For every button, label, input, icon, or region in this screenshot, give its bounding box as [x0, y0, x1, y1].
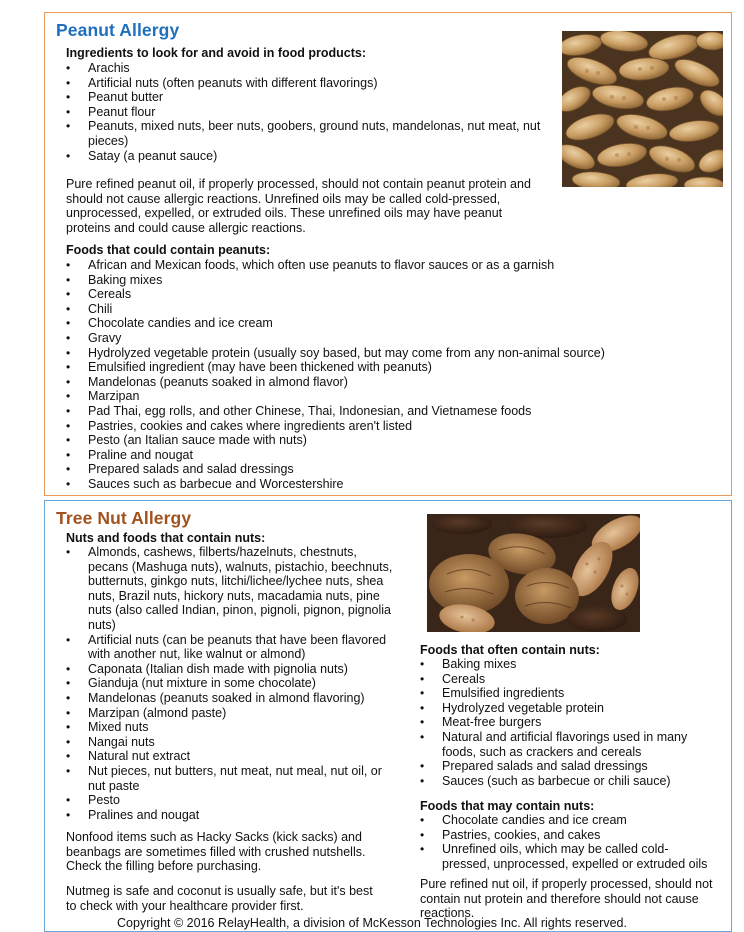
peanut-ingredients-heading: Ingredients to look for and avoid in food products: [66, 46, 366, 60]
tree-nuts-heading: Nuts and foods that contain nuts: [66, 531, 266, 545]
peanuts-photo [562, 31, 723, 187]
tree-oil-paragraph: Pure refined nut oil, if properly processed, should not contain nut protein and therefore should not cause reactions. [420, 877, 713, 921]
list-item: • Pastries, cookies, and cakes [420, 828, 716, 843]
list-item: • Marzipan [66, 389, 706, 404]
list-item: • Mixed nuts [66, 720, 394, 735]
tree-nutmeg-paragraph: Nutmeg is safe and coconut is usually safe, but it's best to check with your healthcare provider first. [66, 884, 373, 913]
tree-nuts-photo [427, 514, 640, 632]
list-item: • Hydrolyzed vegetable protein [420, 701, 716, 716]
list-item: • Gravy [66, 331, 706, 346]
list-item: • Emulsified ingredient (may have been thickened with peanuts) [66, 360, 706, 375]
copyright-footer: Copyright © 2016 RelayHealth, a division of McKesson Technologies Inc. All rights reserved. [117, 916, 627, 930]
list-item: • Prepared salads and salad dressings [420, 759, 716, 774]
list-item: • Emulsified ingredients [420, 686, 716, 701]
list-item: • Marzipan (almond paste) [66, 706, 394, 721]
peanut-foods-list [66, 258, 706, 492]
list-item: • Artificial nuts (can be peanuts that have been flavored with another nut, like walnut or almond) [66, 633, 394, 662]
tree-often-heading: Foods that often contain nuts: [420, 643, 600, 657]
list-item: • Baking mixes [66, 273, 706, 288]
list-item: • Cereals [66, 287, 706, 302]
peanut-allergy-section [44, 12, 732, 496]
list-item: • Artificial nuts (often peanuts with different flavorings) [66, 76, 546, 91]
list-item: • Caponata (Italian dish made with pignolia nuts) [66, 662, 394, 677]
peanut-section-title: Peanut Allergy [56, 20, 180, 40]
list-item: • Natural nut extract [66, 749, 394, 764]
list-item: • Mandelonas (peanuts soaked in almond flavoring) [66, 691, 394, 706]
list-item: • Meat-free burgers [420, 715, 716, 730]
list-item: • Satay (a peanut sauce) [66, 149, 546, 164]
list-item: • Pad Thai, egg rolls, and other Chinese, Thai, Indonesian, and Vietnamese foods [66, 404, 706, 419]
list-item: • Peanut butter [66, 90, 546, 105]
list-item: • Prepared salads and salad dressings [66, 462, 706, 477]
list-item: • Chocolate candies and ice cream [66, 316, 706, 331]
peanut-ingredients-list [66, 61, 546, 163]
list-item: • Mandelonas (peanuts soaked in almond flavor) [66, 375, 706, 390]
list-item: • Almonds, cashews, filberts/hazelnuts, chestnuts, pecans (Mashuga nuts), walnuts, pistachio, beechnuts, butternuts, ginkgo nuts, litchi/lichee/lychee nuts, shea nuts, Brazil nuts, hickory nuts, macadamia nuts, pine nuts (also called Indian, pinon, pignoli, pignon, pignolia nuts) [66, 545, 394, 633]
list-item: • Pesto (an Italian sauce made with nuts) [66, 433, 706, 448]
tree-may-list [420, 813, 716, 871]
tree-often-list [420, 657, 716, 788]
list-item: • Natural and artificial flavorings used in many foods, such as crackers and cereals [420, 730, 716, 759]
tree-nonfood-paragraph: Nonfood items such as Hacky Sacks (kick sacks) and beanbags are sometimes filled with crushed nutshells. Check the filling before purchasing. [66, 830, 366, 874]
list-item: • Nut pieces, nut butters, nut meat, nut meal, nut oil, or nut paste [66, 764, 394, 793]
list-item: • Nangai nuts [66, 735, 394, 750]
list-item: • Sauces such as barbecue and Worcestershire [66, 477, 706, 492]
list-item: • Chocolate candies and ice cream [420, 813, 716, 828]
list-item: • Arachis [66, 61, 546, 76]
list-item: • Peanuts, mixed nuts, beer nuts, goobers, ground nuts, mandelonas, nut meat, nut pieces) [66, 119, 546, 148]
list-item: • Cereals [420, 672, 716, 687]
list-item: • Pastries, cookies and cakes where ingredients aren't listed [66, 419, 706, 434]
list-item: • Unrefined oils, which may be called cold-pressed, unprocessed, expelled or extruded oils [420, 842, 716, 871]
list-item: • Chili [66, 302, 706, 317]
tree-may-heading: Foods that may contain nuts: [420, 799, 595, 813]
list-item: • Baking mixes [420, 657, 716, 672]
list-item: • African and Mexican foods, which often use peanuts to flavor sauces or as a garnish [66, 258, 706, 273]
list-item: • Hydrolyzed vegetable protein (usually soy based, but may come from any non-animal source) [66, 346, 706, 361]
tree-nuts-list [66, 545, 394, 822]
list-item: • Gianduja (nut mixture in some chocolate) [66, 676, 394, 691]
list-item: • Pesto [66, 793, 394, 808]
peanut-foods-heading: Foods that could contain peanuts: [66, 243, 271, 257]
list-item: • Pralines and nougat [66, 808, 394, 823]
peanut-oil-paragraph: Pure refined peanut oil, if properly processed, should not contain peanut protein and should not cause allergic reactions. Unrefined oils may be called cold-pressed, unprocessed, expelled, or extruded oils. These unrefined oils may have peanut proteins and could cause allergic reactions. [66, 177, 531, 235]
list-item: • Peanut flour [66, 105, 546, 120]
tree-nut-section-title: Tree Nut Allergy [56, 508, 192, 528]
list-item: • Sauces (such as barbecue or chili sauce) [420, 774, 716, 789]
tree-nut-allergy-section [44, 500, 732, 932]
list-item: • Praline and nougat [66, 448, 706, 463]
